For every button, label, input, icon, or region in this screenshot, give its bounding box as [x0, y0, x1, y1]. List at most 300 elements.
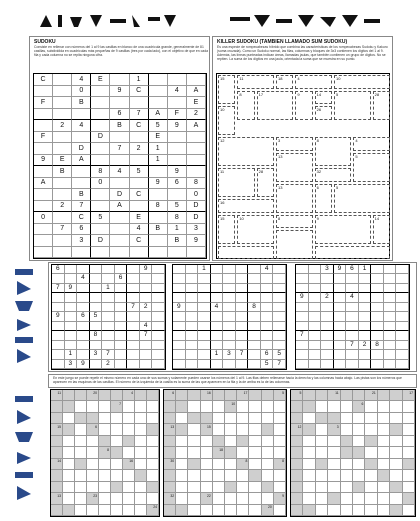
killer-cage[interactable] — [373, 215, 390, 244]
grid-cell[interactable] — [211, 293, 224, 302]
grid-cell[interactable] — [110, 224, 129, 236]
grid-cell[interactable] — [152, 360, 165, 369]
grid-cell[interactable] — [396, 274, 409, 283]
grid-cell[interactable] — [187, 166, 206, 178]
grid-cell[interactable]: D — [110, 189, 129, 201]
grid-cell[interactable] — [34, 86, 53, 98]
kakuro-cell[interactable] — [135, 482, 147, 493]
grid-cell[interactable]: 8 — [371, 341, 384, 350]
grid-cell[interactable]: 0 — [187, 189, 206, 201]
grid-cell[interactable] — [261, 312, 274, 321]
grid-cell[interactable]: 9 — [296, 293, 309, 302]
grid-cell[interactable]: 4 — [72, 74, 91, 86]
kakuro-cell[interactable] — [274, 436, 286, 447]
grid-cell[interactable] — [130, 201, 149, 213]
grid-cell[interactable]: A — [72, 155, 91, 167]
grid-cell[interactable] — [223, 284, 236, 293]
grid-cell[interactable]: E — [149, 132, 168, 144]
grid-cell[interactable] — [396, 341, 409, 350]
grid-cell[interactable] — [273, 312, 286, 321]
grid-cell[interactable] — [140, 360, 153, 369]
grid-cell[interactable]: 2 — [102, 360, 115, 369]
grid-cell[interactable] — [91, 86, 110, 98]
grid-cell[interactable] — [211, 331, 224, 340]
killer-cage[interactable] — [218, 246, 274, 260]
grid-cell[interactable] — [273, 331, 286, 340]
kakuro-cell[interactable] — [135, 401, 147, 412]
grid-cell[interactable]: 9 — [173, 303, 186, 312]
grid-cell[interactable]: D — [187, 201, 206, 213]
grid-cell[interactable] — [296, 360, 309, 369]
grid-cell[interactable] — [127, 274, 140, 283]
grid-cell[interactable] — [273, 341, 286, 350]
kakuro-cell[interactable] — [316, 470, 328, 481]
grid-cell[interactable] — [186, 312, 199, 321]
grid-cell[interactable] — [198, 350, 211, 359]
grid-cell[interactable] — [371, 303, 384, 312]
grid-cell[interactable]: 6 — [52, 265, 65, 274]
grid-cell[interactable]: 3 — [90, 350, 103, 359]
kakuro-cell[interactable] — [225, 424, 237, 435]
kakuro-cell[interactable] — [75, 482, 87, 493]
grid-cell[interactable] — [223, 341, 236, 350]
kakuro-cell[interactable] — [303, 459, 315, 470]
grid-cell[interactable] — [296, 303, 309, 312]
grid-cell[interactable] — [77, 303, 90, 312]
grid-cell[interactable] — [115, 360, 128, 369]
grid-cell[interactable] — [52, 293, 65, 302]
kakuro-cell[interactable] — [341, 459, 353, 470]
kakuro-cell[interactable] — [274, 447, 286, 458]
kakuro-cell[interactable] — [63, 436, 75, 447]
grid-cell[interactable] — [211, 360, 224, 369]
kakuro-cell[interactable] — [75, 505, 87, 516]
grid-cell[interactable] — [90, 322, 103, 331]
grid-cell[interactable] — [140, 350, 153, 359]
kakuro-cell[interactable] — [75, 401, 87, 412]
grid-cell[interactable] — [371, 265, 384, 274]
grid-cell[interactable] — [168, 189, 187, 201]
killer-cage[interactable] — [315, 246, 390, 260]
grid-cell[interactable] — [384, 312, 397, 321]
grid-cell[interactable] — [198, 284, 211, 293]
grid-cell[interactable] — [173, 312, 186, 321]
grid-cell[interactable] — [65, 303, 78, 312]
grid-cell[interactable]: D — [91, 235, 110, 247]
grid-cell[interactable] — [384, 274, 397, 283]
kakuro-cell[interactable] — [249, 436, 261, 447]
killer-cage[interactable] — [276, 184, 313, 213]
grid-cell[interactable] — [110, 178, 129, 190]
kakuro-cell[interactable] — [201, 436, 213, 447]
grid-cell[interactable] — [371, 331, 384, 340]
kakuro-cell[interactable] — [365, 424, 377, 435]
grid-cell[interactable] — [261, 341, 274, 350]
kakuro-cell[interactable] — [99, 470, 111, 481]
kakuro-cell[interactable] — [403, 413, 415, 424]
kakuro-cell[interactable] — [390, 436, 402, 447]
grid-cell[interactable]: B — [53, 166, 72, 178]
grid-cell[interactable] — [309, 341, 322, 350]
killer-cage[interactable] — [276, 230, 313, 259]
grid-cell[interactable] — [261, 293, 274, 302]
grid-cell[interactable]: 4 — [110, 166, 129, 178]
kakuro-cell[interactable] — [201, 447, 213, 458]
kakuro-cell[interactable] — [111, 413, 123, 424]
kakuro-cell[interactable] — [378, 459, 390, 470]
grid-cell[interactable]: F — [168, 109, 187, 121]
grid-cell[interactable]: 6 — [261, 350, 274, 359]
grid-cell[interactable] — [127, 331, 140, 340]
grid-cell[interactable]: 8 — [248, 303, 261, 312]
kakuro-cell[interactable] — [87, 401, 99, 412]
grid-cell[interactable] — [187, 247, 206, 259]
grid-cell[interactable] — [34, 235, 53, 247]
kakuro-cell[interactable] — [188, 436, 200, 447]
grid-cell[interactable] — [396, 360, 409, 369]
kakuro-cell[interactable] — [316, 447, 328, 458]
kakuro-cell[interactable] — [262, 413, 274, 424]
grid-cell[interactable] — [91, 247, 110, 259]
grid-cell[interactable] — [91, 97, 110, 109]
grid-cell[interactable] — [261, 284, 274, 293]
grid-cell[interactable] — [152, 274, 165, 283]
killer-cage[interactable] — [218, 168, 255, 197]
grid-cell[interactable] — [296, 284, 309, 293]
grid-cell[interactable] — [186, 360, 199, 369]
grid-cell[interactable] — [90, 360, 103, 369]
kakuro-cell[interactable] — [237, 424, 249, 435]
kakuro-cell[interactable] — [403, 401, 415, 412]
kakuro-cell[interactable] — [147, 401, 159, 412]
grid-cell[interactable] — [186, 274, 199, 283]
grid-cell[interactable] — [236, 322, 249, 331]
killer-cage[interactable] — [353, 137, 390, 151]
grid-cell[interactable] — [334, 274, 347, 283]
grid-cell[interactable] — [173, 284, 186, 293]
grid-cell[interactable]: 3 — [187, 224, 206, 236]
grid-cell[interactable] — [77, 284, 90, 293]
grid-cell[interactable]: 3 — [321, 265, 334, 274]
grid-cell[interactable] — [91, 120, 110, 132]
grid-cell[interactable]: 2 — [187, 109, 206, 121]
kakuro-cell[interactable] — [99, 401, 111, 412]
grid-cell[interactable]: 9 — [168, 166, 187, 178]
kakuro-cell[interactable] — [75, 424, 87, 435]
grid-cell[interactable]: 7 — [72, 201, 91, 213]
grid-cell[interactable] — [152, 331, 165, 340]
grid-cell[interactable] — [77, 341, 90, 350]
grid-cell[interactable] — [309, 265, 322, 274]
grid-cell[interactable] — [52, 303, 65, 312]
kakuro-cell[interactable] — [403, 482, 415, 493]
grid-cell[interactable]: 8 — [91, 166, 110, 178]
kakuro-cell[interactable] — [303, 447, 315, 458]
grid-cell[interactable]: 1 — [211, 350, 224, 359]
kakuro-cell[interactable] — [262, 447, 274, 458]
grid-cell[interactable] — [140, 284, 153, 293]
grid-cell[interactable] — [52, 350, 65, 359]
grid-cell[interactable] — [34, 143, 53, 155]
grid-cell[interactable]: 9 — [140, 265, 153, 274]
killer-cage[interactable] — [276, 153, 313, 182]
grid-cell[interactable] — [115, 322, 128, 331]
killer-cage[interactable] — [353, 153, 390, 182]
kakuro-cell[interactable] — [365, 447, 377, 458]
grid-cell[interactable] — [346, 350, 359, 359]
grid-cell[interactable] — [140, 312, 153, 321]
kakuro-cell[interactable] — [378, 401, 390, 412]
kakuro-cell[interactable] — [111, 436, 123, 447]
kakuro-cell[interactable] — [316, 424, 328, 435]
grid-cell[interactable] — [346, 274, 359, 283]
grid-cell[interactable] — [273, 274, 286, 283]
kakuro-cell[interactable] — [365, 470, 377, 481]
kakuro-cell[interactable] — [188, 424, 200, 435]
grid-cell[interactable]: 2 — [53, 120, 72, 132]
kakuro-cell[interactable] — [341, 505, 353, 516]
grid-cell[interactable] — [248, 322, 261, 331]
grid-cell[interactable] — [72, 178, 91, 190]
grid-cell[interactable] — [187, 74, 206, 86]
grid-cell[interactable] — [53, 86, 72, 98]
grid-cell[interactable]: C — [130, 120, 149, 132]
grid-cell[interactable]: 9 — [334, 265, 347, 274]
grid-cell[interactable] — [248, 360, 261, 369]
grid-cell[interactable] — [65, 293, 78, 302]
grid-cell[interactable] — [53, 212, 72, 224]
killer-cage[interactable] — [218, 137, 274, 166]
grid-cell[interactable] — [346, 303, 359, 312]
grid-cell[interactable] — [173, 293, 186, 302]
grid-cell[interactable] — [102, 322, 115, 331]
grid-cell[interactable]: 6 — [72, 224, 91, 236]
grid-cell[interactable] — [102, 331, 115, 340]
grid-cell[interactable] — [110, 97, 129, 109]
grid-cell[interactable] — [321, 303, 334, 312]
grid-cell[interactable] — [359, 331, 372, 340]
grid-cell[interactable] — [236, 293, 249, 302]
grid-cell[interactable] — [211, 312, 224, 321]
grid-cell[interactable] — [152, 350, 165, 359]
grid-cell[interactable] — [273, 293, 286, 302]
grid-cell[interactable]: 0 — [91, 178, 110, 190]
kakuro-cell[interactable] — [225, 493, 237, 504]
kakuro-cell[interactable] — [378, 493, 390, 504]
grid-cell[interactable] — [223, 265, 236, 274]
kakuro-cell[interactable] — [328, 401, 340, 412]
grid-cell[interactable] — [321, 331, 334, 340]
grid-cell[interactable] — [371, 360, 384, 369]
grid-cell[interactable] — [34, 166, 53, 178]
grid-cell[interactable] — [53, 189, 72, 201]
kakuro-cell[interactable] — [213, 482, 225, 493]
grid-cell[interactable] — [90, 303, 103, 312]
grid-cell[interactable] — [248, 293, 261, 302]
grid-cell[interactable]: 6 — [346, 265, 359, 274]
grid-cell[interactable] — [149, 74, 168, 86]
kakuro-cell[interactable] — [237, 470, 249, 481]
grid-cell[interactable] — [149, 86, 168, 98]
grid-cell[interactable] — [211, 274, 224, 283]
kakuro-cell[interactable] — [403, 436, 415, 447]
kakuro-cell[interactable] — [237, 482, 249, 493]
grid-cell[interactable] — [296, 341, 309, 350]
kakuro-cell[interactable] — [123, 413, 135, 424]
grid-cell[interactable]: 0 — [34, 212, 53, 224]
kakuro-cell[interactable] — [75, 436, 87, 447]
kakuro-cell[interactable] — [213, 401, 225, 412]
kakuro-cell[interactable] — [225, 459, 237, 470]
kakuro-cell[interactable] — [135, 436, 147, 447]
killer-cage[interactable] — [334, 75, 390, 89]
kakuro-cell[interactable] — [353, 470, 365, 481]
grid-cell[interactable]: 6 — [168, 178, 187, 190]
grid-cell[interactable] — [309, 293, 322, 302]
grid-cell[interactable] — [371, 284, 384, 293]
grid-cell[interactable] — [127, 350, 140, 359]
grid-cell[interactable]: 1 — [149, 155, 168, 167]
grid-cell[interactable]: 1 — [149, 143, 168, 155]
grid-cell[interactable] — [248, 284, 261, 293]
grid-cell[interactable] — [115, 303, 128, 312]
grid-cell[interactable]: 7 — [140, 331, 153, 340]
grid-cell[interactable] — [371, 312, 384, 321]
grid-cell[interactable]: 5 — [91, 212, 110, 224]
grid-cell[interactable] — [149, 97, 168, 109]
grid-cell[interactable]: 5 — [149, 120, 168, 132]
grid-cell[interactable]: 5 — [130, 166, 149, 178]
kakuro-cell[interactable] — [341, 493, 353, 504]
killer-cage[interactable] — [315, 184, 332, 213]
grid-cell[interactable] — [127, 322, 140, 331]
grid-cell[interactable]: 2 — [53, 201, 72, 213]
grid-cell[interactable] — [152, 293, 165, 302]
kakuro-cell[interactable] — [213, 459, 225, 470]
grid-cell[interactable] — [359, 360, 372, 369]
grid-cell[interactable] — [115, 350, 128, 359]
kakuro-cell[interactable] — [123, 424, 135, 435]
grid-cell[interactable] — [91, 143, 110, 155]
grid-cell[interactable] — [127, 284, 140, 293]
killer-cage[interactable] — [295, 91, 312, 120]
kakuro-cell[interactable] — [262, 470, 274, 481]
killer-cage[interactable] — [315, 106, 332, 120]
kakuro-cell[interactable] — [99, 493, 111, 504]
kakuro-cell[interactable] — [237, 413, 249, 424]
grid-cell[interactable] — [396, 284, 409, 293]
kakuro-cell[interactable] — [176, 413, 188, 424]
grid-cell[interactable] — [168, 247, 187, 259]
kakuro-cell[interactable] — [262, 459, 274, 470]
kakuro-cell[interactable] — [403, 470, 415, 481]
grid-cell[interactable] — [34, 120, 53, 132]
grid-cell[interactable] — [65, 322, 78, 331]
grid-cell[interactable] — [334, 303, 347, 312]
grid-cell[interactable] — [102, 274, 115, 283]
grid-cell[interactable] — [34, 224, 53, 236]
grid-cell[interactable] — [130, 178, 149, 190]
grid-cell[interactable] — [110, 235, 129, 247]
killer-cage[interactable] — [257, 91, 294, 120]
kakuro-cell[interactable] — [147, 436, 159, 447]
grid-cell[interactable]: 3 — [65, 360, 78, 369]
grid-cell[interactable] — [91, 201, 110, 213]
grid-cell[interactable] — [90, 274, 103, 283]
kakuro-cell[interactable] — [303, 493, 315, 504]
killer-cage[interactable] — [276, 75, 293, 89]
grid-cell[interactable] — [53, 247, 72, 259]
grid-cell[interactable] — [168, 74, 187, 86]
grid-cell[interactable]: 1 — [168, 224, 187, 236]
grid-cell[interactable]: 2 — [140, 303, 153, 312]
grid-cell[interactable] — [359, 350, 372, 359]
kakuro-cell[interactable] — [365, 482, 377, 493]
grid-cell[interactable] — [223, 303, 236, 312]
kakuro-cell[interactable] — [63, 470, 75, 481]
grid-cell[interactable]: 3 — [223, 350, 236, 359]
killer-cage[interactable] — [373, 91, 390, 120]
kakuro-cell[interactable] — [403, 424, 415, 435]
grid-cell[interactable]: A — [187, 86, 206, 98]
grid-cell[interactable] — [334, 312, 347, 321]
grid-cell[interactable] — [115, 284, 128, 293]
kakuro-cell[interactable] — [237, 447, 249, 458]
kakuro-cell[interactable] — [225, 436, 237, 447]
kakuro-cell[interactable] — [341, 413, 353, 424]
grid-cell[interactable]: 7 — [273, 360, 286, 369]
grid-cell[interactable] — [198, 274, 211, 283]
grid-cell[interactable] — [346, 322, 359, 331]
grid-cell[interactable]: C — [130, 235, 149, 247]
grid-cell[interactable]: E — [187, 97, 206, 109]
killer-cage[interactable] — [257, 168, 274, 197]
kakuro-cell[interactable] — [390, 413, 402, 424]
grid-cell[interactable] — [77, 331, 90, 340]
kakuro-cell[interactable] — [303, 413, 315, 424]
grid-cell[interactable] — [261, 322, 274, 331]
grid-cell[interactable]: E — [91, 74, 110, 86]
grid-cell[interactable] — [152, 312, 165, 321]
grid-cell[interactable] — [309, 303, 322, 312]
grid-cell[interactable] — [110, 155, 129, 167]
grid-cell[interactable] — [149, 212, 168, 224]
kakuro-cell[interactable] — [176, 447, 188, 458]
grid-cell[interactable] — [168, 132, 187, 144]
grid-cell[interactable] — [90, 284, 103, 293]
grid-cell[interactable] — [110, 132, 129, 144]
grid-cell[interactable]: 5 — [168, 201, 187, 213]
kakuro-cell[interactable] — [176, 493, 188, 504]
grid-cell[interactable] — [173, 360, 186, 369]
grid-cell[interactable] — [309, 274, 322, 283]
grid-cell[interactable] — [127, 265, 140, 274]
grid-cell[interactable] — [110, 212, 129, 224]
grid-cell[interactable] — [309, 312, 322, 321]
grid-cell[interactable] — [321, 350, 334, 359]
grid-cell[interactable] — [223, 360, 236, 369]
grid-cell[interactable] — [65, 331, 78, 340]
grid-cell[interactable] — [223, 293, 236, 302]
grid-cell[interactable] — [115, 293, 128, 302]
kakuro-cell[interactable] — [249, 447, 261, 458]
grid-cell[interactable] — [248, 341, 261, 350]
grid-cell[interactable]: D — [91, 132, 110, 144]
grid-cell[interactable] — [211, 265, 224, 274]
kakuro-cell[interactable] — [147, 459, 159, 470]
grid-cell[interactable] — [346, 331, 359, 340]
grid-cell[interactable] — [65, 274, 78, 283]
